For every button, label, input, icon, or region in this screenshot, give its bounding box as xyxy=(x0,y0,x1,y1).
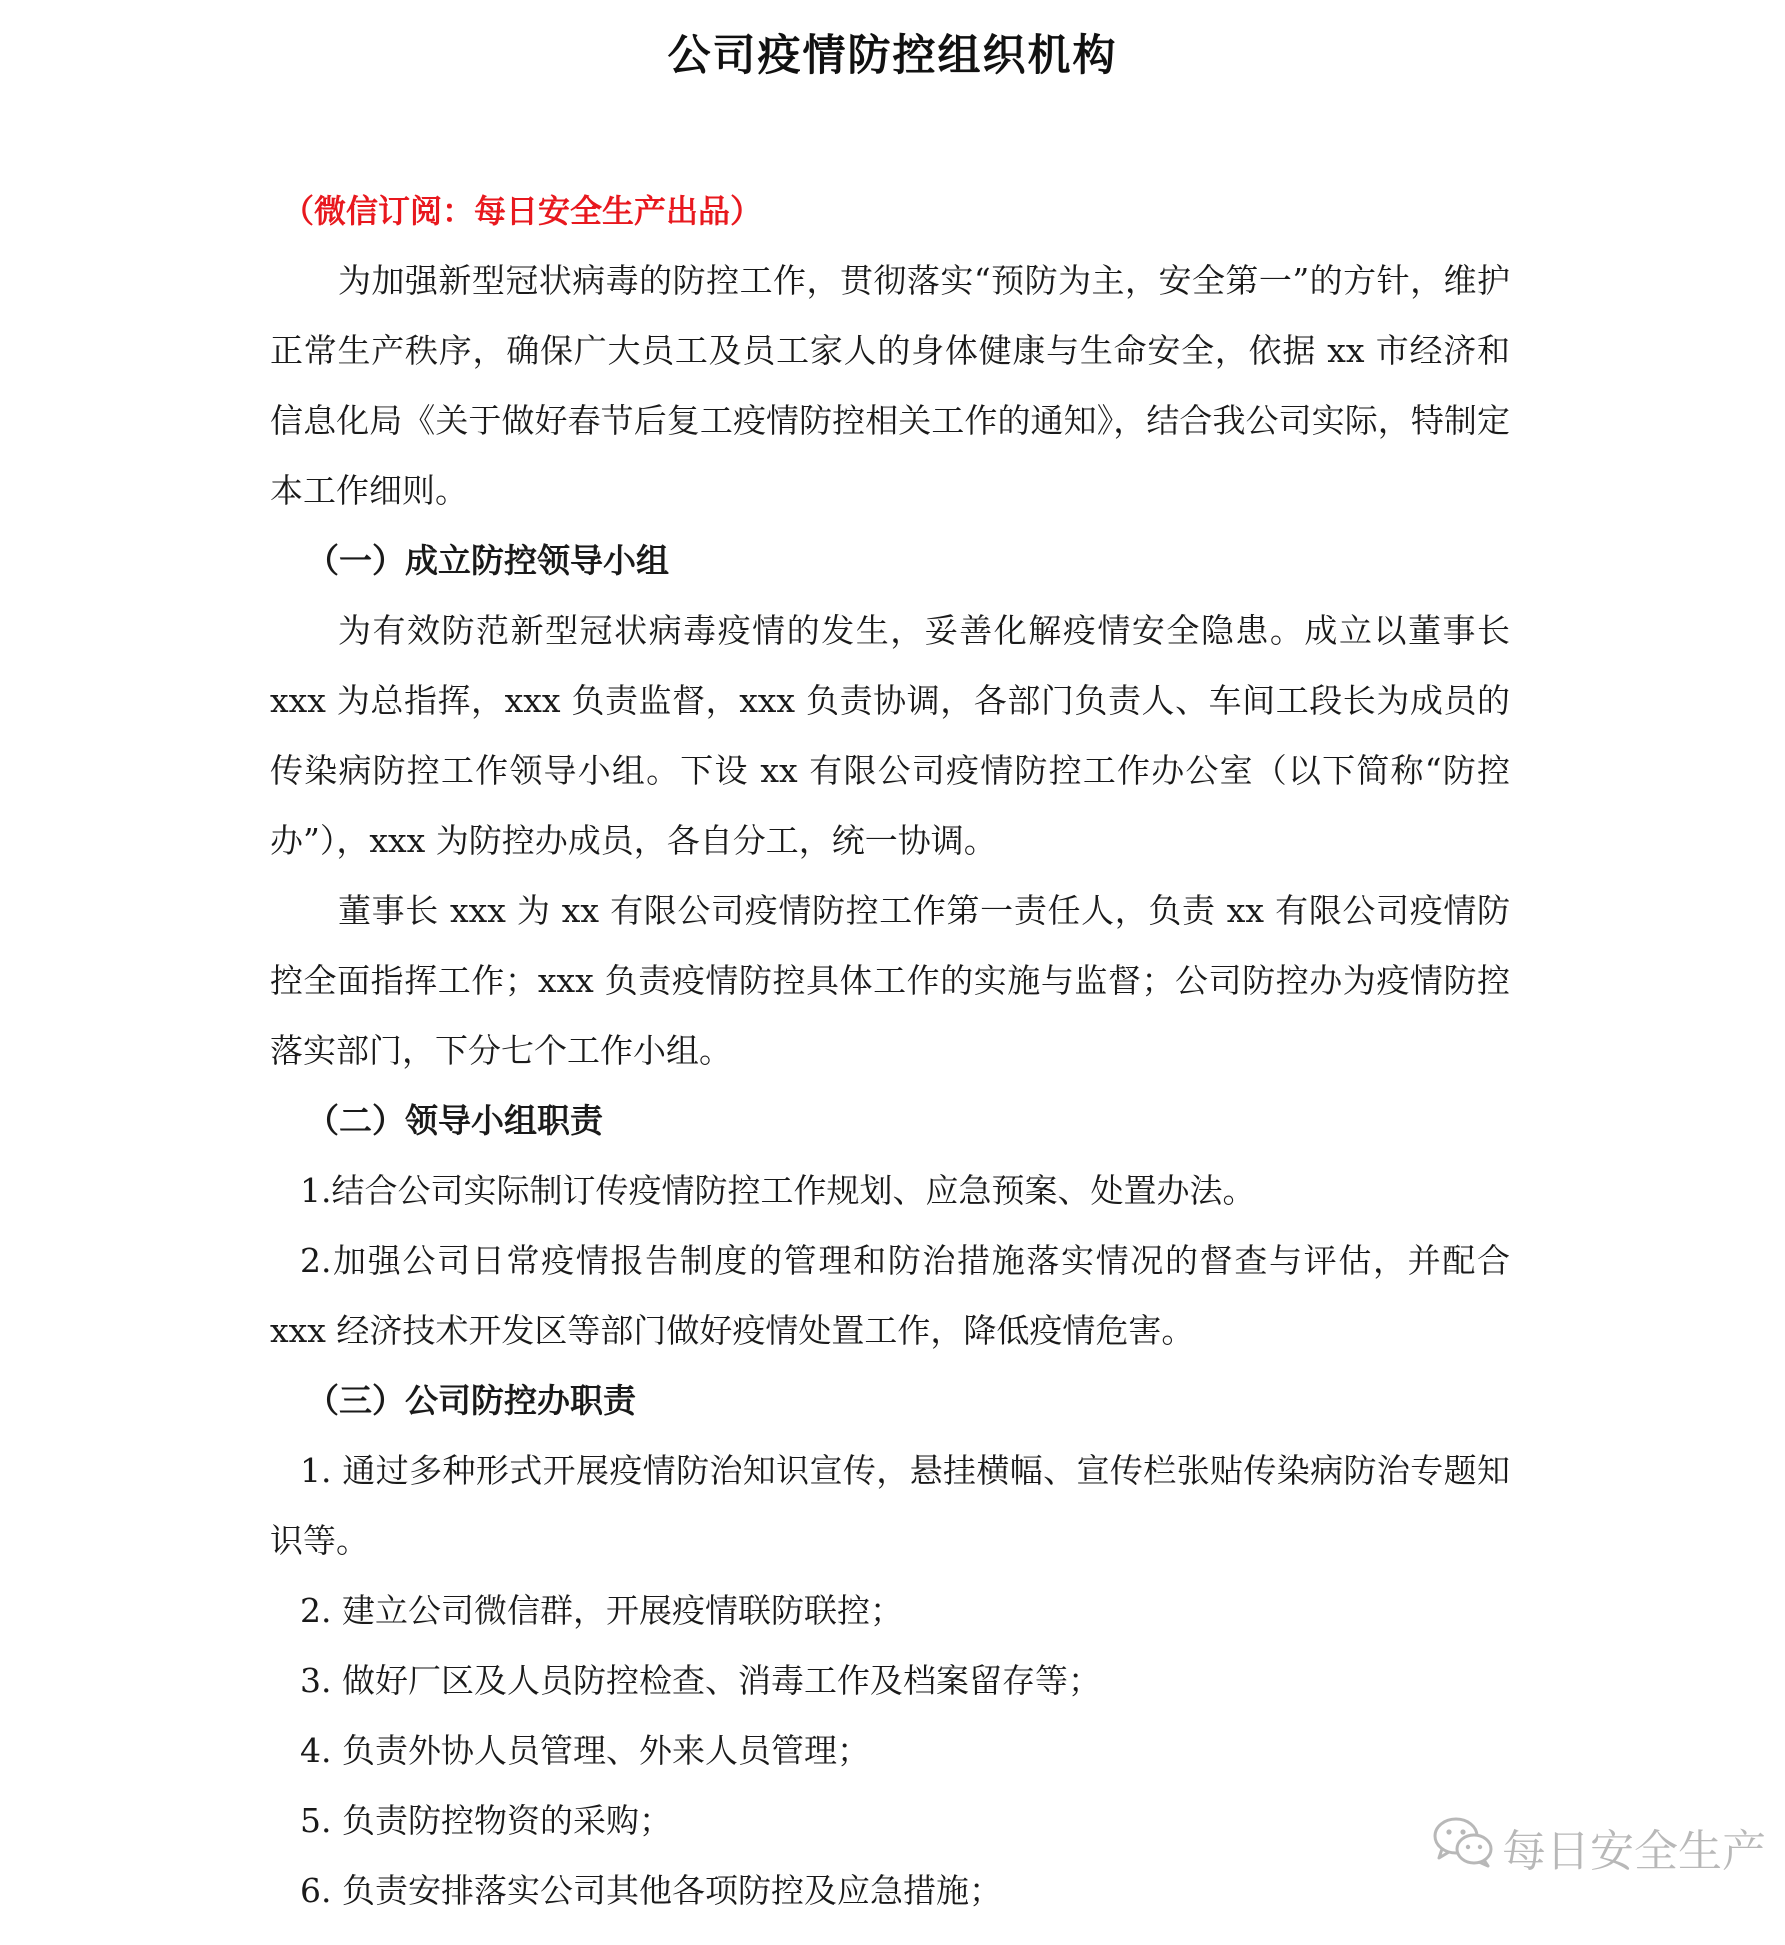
wechat-icon xyxy=(1432,1816,1502,1879)
section3-item: 6. 负责安排落实公司其他各项防控及应急措施； xyxy=(300,1871,1002,1910)
section2-item: 2.加强公司日常疫情报告制度的管理和防治措施落实情况的督查与评估，并配合 xxx 经济技术开发区等部门做好疫情处置工作，降低疫情危害。 xyxy=(270,1241,1510,1350)
section3-item: 4. 负责外协人员管理、外来人员管理； xyxy=(300,1731,870,1770)
section3-item: 5. 负责防控物资的采购； xyxy=(300,1801,672,1840)
section2-heading: （二）领导小组职责 xyxy=(306,1101,603,1140)
section1-heading: （一）成立防控领导小组 xyxy=(306,541,669,580)
watermark-text: 每日安全生产 xyxy=(1502,1826,1766,1877)
section3-item: 2. 建立公司微信群，开展疫情联防联控； xyxy=(300,1591,903,1630)
subtitle: （微信订阅：每日安全生产出品） xyxy=(282,192,763,230)
section3-item: 3. 做好厂区及人员防控检查、消毒工作及档案留存等； xyxy=(300,1661,1101,1700)
section2-item: 1.结合公司实际制订传疫情防控工作规划、应急预案、处置办法。 xyxy=(300,1171,1256,1210)
document-body xyxy=(270,176,1510,1926)
section3-heading: （三）公司防控办职责 xyxy=(306,1381,636,1420)
section1-paragraph-2: 董事长 xxx 为 xx 有限公司疫情防控工作第一责任人，负责 xx 有限公司疫情防控全面指挥工作；xxx 负责疫情防控具体工作的实施与监督；公司防控办为疫情防控落实部门，下分七个工作小组。 xyxy=(270,891,1510,1070)
section3-item: 1. 通过多种形式开展疫情防治知识宣传，悬挂横幅、宣传栏张贴传染病防治专题知识等。 xyxy=(270,1451,1510,1560)
intro-paragraph: 为加强新型冠状病毒的防控工作，贯彻落实“预防为主，安全第一”的方针，维护正常生产秩序，确保广大员工及员工家人的身体健康与生命安全，依据 xx 市经济和信息化局《关于做好春节后复工疫情防控相关工作的通知》，结合我公司实际，特制定本工作细则。 xyxy=(270,261,1510,510)
page-title: 公司疫情防控组织机构 xyxy=(667,31,1118,81)
watermark xyxy=(1432,1815,1766,1879)
section1-paragraph-1: 为有效防范新型冠状病毒疫情的发生，妥善化解疫情安全隐患。成立以董事长 xxx 为总指挥，xxx 负责监督，xxx 负责协调，各部门负责人、车间工段长为成员的传染病防控工作领导小组。下设 xx 有限公司疫情防控工作办公室（以下简称“防控办”），xxx 为防控办成员，各自分工，统一协调。 xyxy=(270,611,1510,860)
